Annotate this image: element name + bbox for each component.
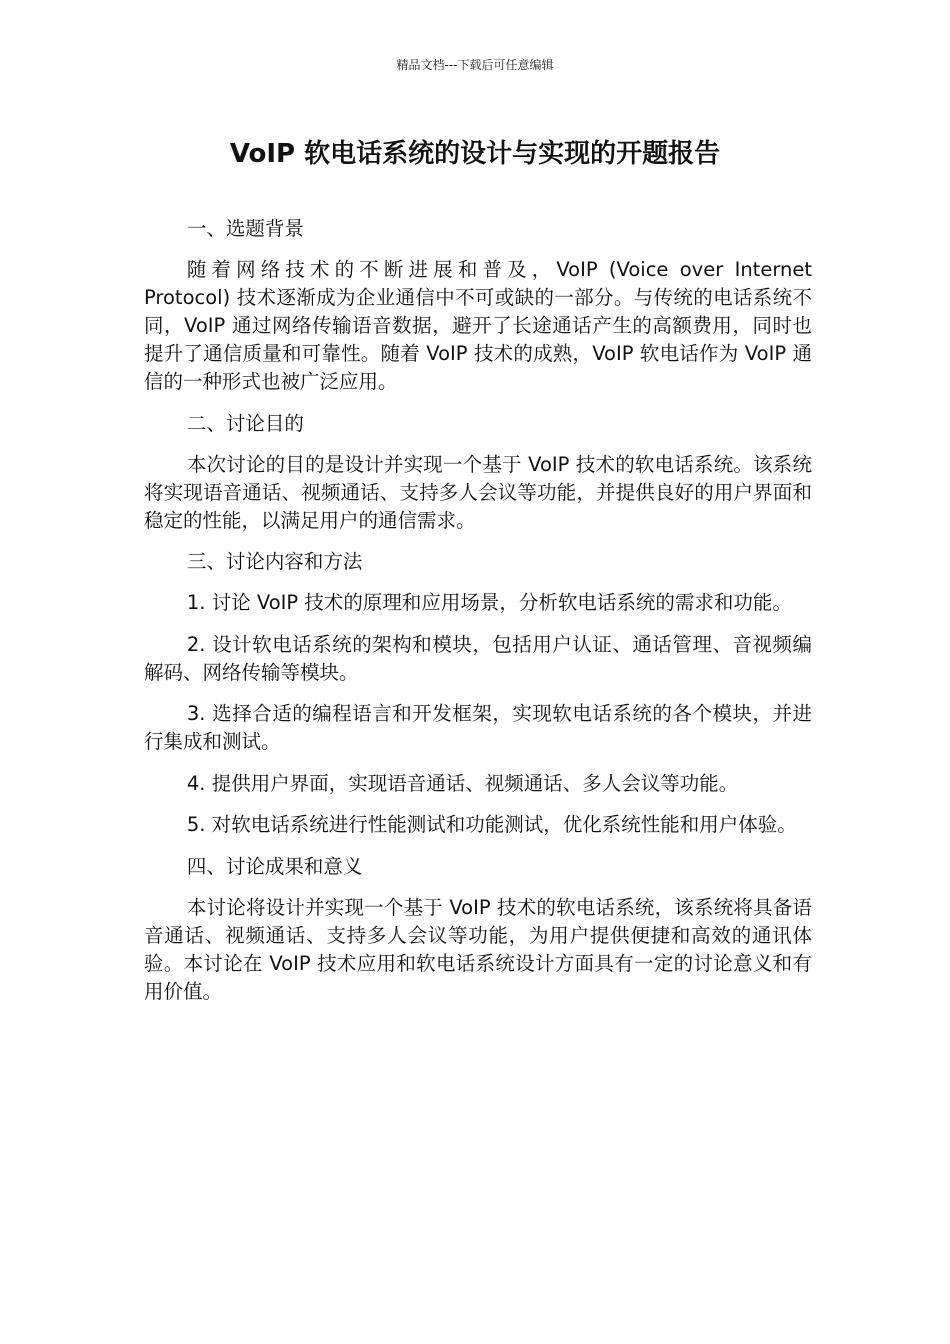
section-heading: 一、选题背景 xyxy=(186,217,304,240)
list-item: 3. 选择合适的编程语言和开发框架，实现软电话系统的各个模块，并进行集成和测试。 xyxy=(144,702,812,753)
section-heading: 三、讨论内容和方法 xyxy=(186,550,363,573)
paragraph: 随着网络技术的不断进展和普及，VoIP (Voice over Internet Protocol) 技术逐渐成为企业通信中不可或缺的一部分。与传统的电话系统不同，VoIP 通过网络传输语音数据，避开了长途通话产生的高额费用，同时也提升了通信质量和可靠性。随着 VoIP 技术的成熟，VoIP 软电话作为 VoIP 通信的一种形式也被广泛应用。 xyxy=(144,258,812,393)
list-item: 1. 讨论 VoIP 技术的原理和应用场景，分析软电话系统的需求和功能。 xyxy=(186,591,792,614)
paragraph: 本讨论将设计并实现一个基于 VoIP 技术的软电话系统，该系统将具备语音通话、视频通话、支持多人会议等功能，为用户提供便捷和高效的通讯体验。本讨论在 VoIP 技术应用和软电话系统设计方面具有一定的讨论意义和有用价值。 xyxy=(144,895,812,1003)
header-note: 精品文档---下载后可任意编辑 xyxy=(396,58,554,72)
list-item: 2. 设计软电话系统的架构和模块，包括用户认证、通话管理、音视频编解码、网络传输等模块。 xyxy=(144,632,812,684)
section-heading: 四、讨论成果和意义 xyxy=(186,854,363,878)
list-item: 4. 提供用户界面，实现语音通话、视频通话、多人会议等功能。 xyxy=(186,771,739,795)
paragraph: 本次讨论的目的是设计并实现一个基于 VoIP 技术的软电话系统。该系统将实现语音通话、视频通话、支持多人会议等功能，并提供良好的用户界面和稳定的性能，以满足用户的通信需求。 xyxy=(144,452,812,532)
section-heading: 二、讨论目的 xyxy=(186,411,304,435)
list-item: 5. 对软电话系统进行性能测试和功能测试，优化系统性能和用户体验。 xyxy=(186,813,797,836)
document-title: VoIP 软电话系统的设计与实现的开题报告 xyxy=(229,139,721,169)
document-body xyxy=(144,215,812,1019)
